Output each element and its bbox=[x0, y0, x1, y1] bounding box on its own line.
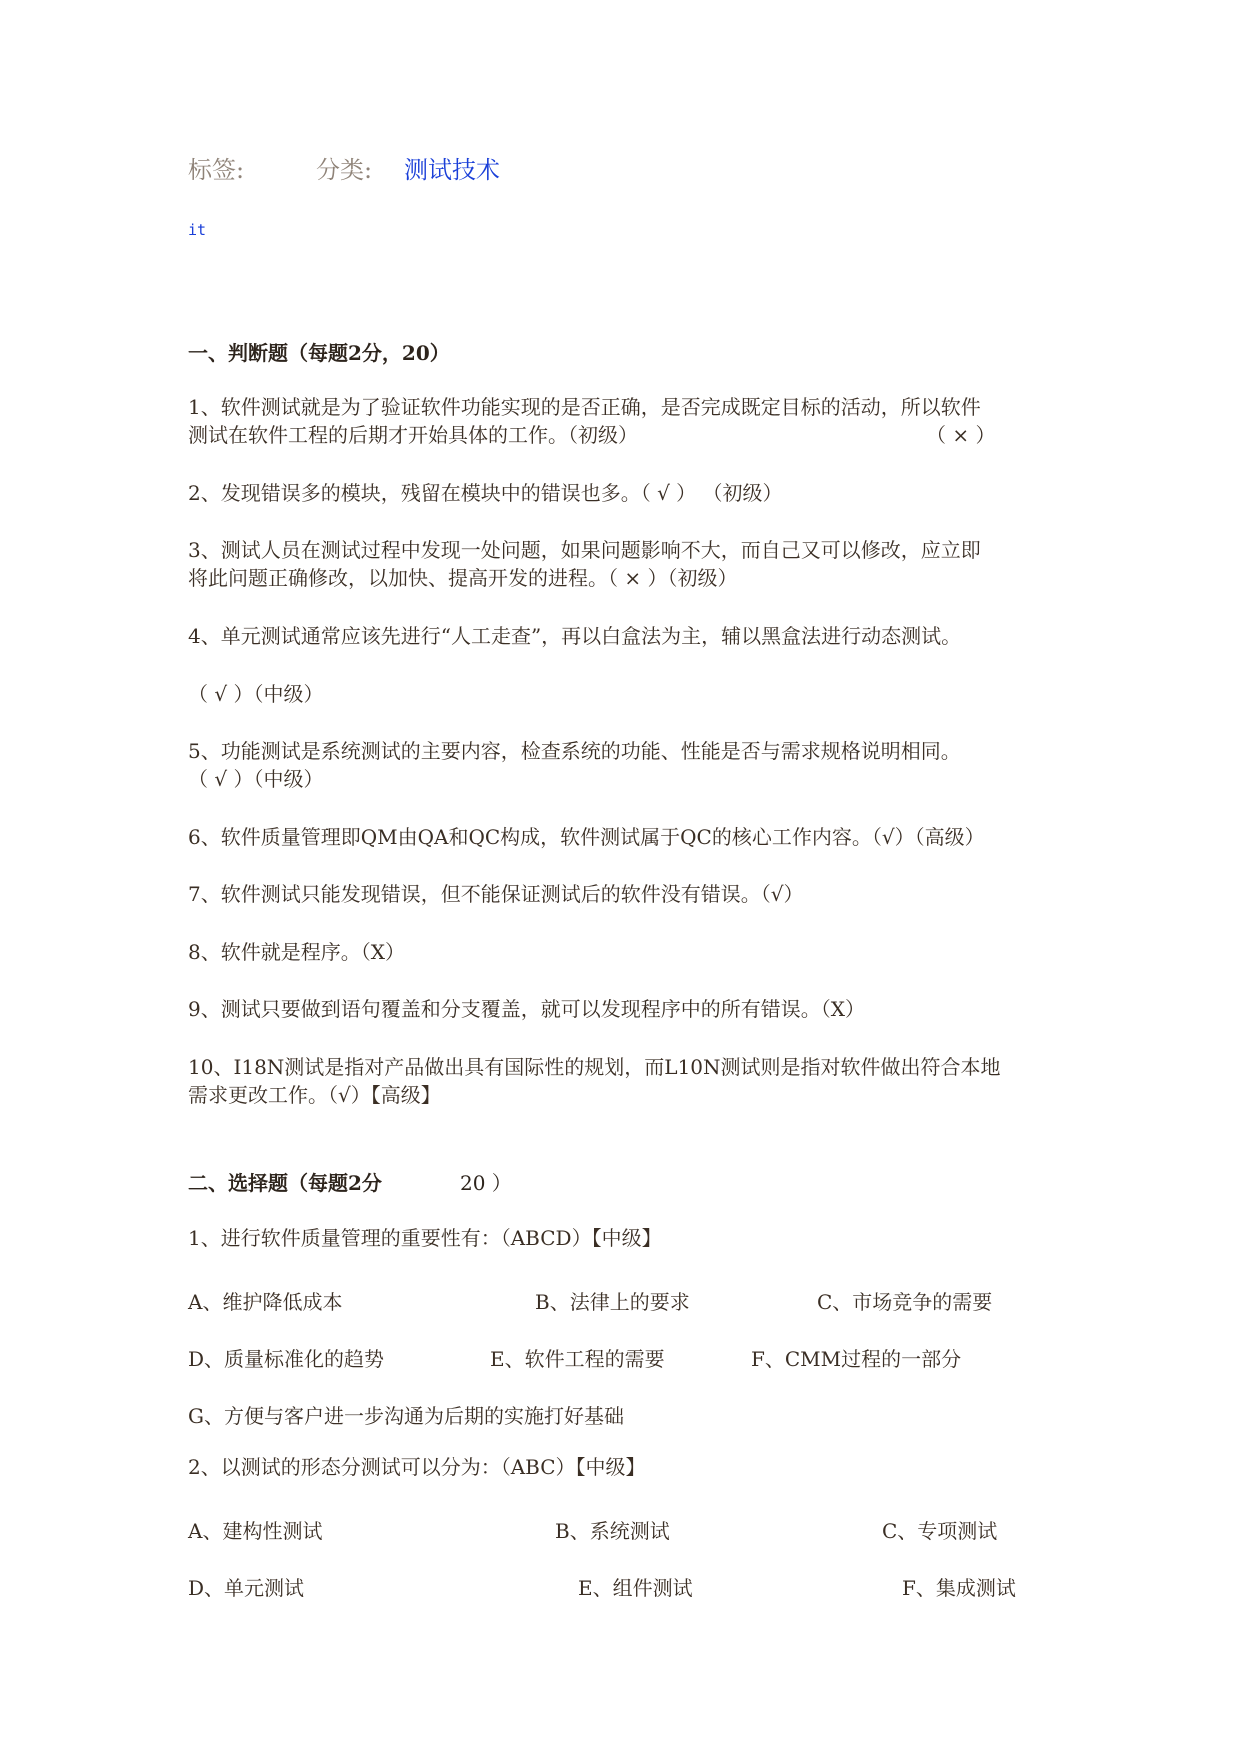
choice-option: D、单元测试 bbox=[188, 1576, 305, 1600]
section-heading-score: 20 ） bbox=[460, 1171, 512, 1195]
document-meta bbox=[188, 150, 500, 185]
choice-option: E、软件工程的需要 bbox=[490, 1347, 665, 1371]
question-10-line-2: 需求更改工作。（√）【高级】 bbox=[188, 1083, 441, 1107]
it-link[interactable]: it bbox=[188, 221, 207, 239]
choice-option: G、方便与客户进一步沟通为后期的实施打好基础 bbox=[188, 1404, 624, 1428]
choice-option: B、法律上的要求 bbox=[535, 1290, 690, 1314]
choice-option: F、集成测试 bbox=[902, 1576, 1016, 1600]
question-5-line-2: （ √ ）（中级） bbox=[188, 767, 324, 791]
choice-question-1: 1、进行软件质量管理的重要性有：（ABCD）【中级】 bbox=[188, 1226, 662, 1250]
section-heading-true-false: 一、判断题（每题2分，20） bbox=[188, 341, 450, 365]
choice-option: F、CMM过程的一部分 bbox=[751, 1347, 962, 1371]
choice-option: A、建构性测试 bbox=[188, 1519, 323, 1543]
question-5-line-1: 5、功能测试是系统测试的主要内容，检查系统的功能、性能是否与需求规格说明相同。 bbox=[188, 739, 961, 763]
question-1-answer: （ × ） bbox=[926, 423, 996, 447]
tags-label: 标签: bbox=[188, 156, 245, 184]
choice-question-2: 2、以测试的形态分测试可以分为：（ABC）【中级】 bbox=[188, 1455, 646, 1479]
choice-option: D、质量标准化的趋势 bbox=[188, 1347, 385, 1371]
category-link[interactable]: 测试技术 bbox=[404, 156, 500, 184]
choice-option: C、市场竞争的需要 bbox=[817, 1290, 993, 1314]
question-3-line-1: 3、测试人员在测试过程中发现一处问题，如果问题影响不大，而自己又可以修改，应立即 bbox=[188, 538, 981, 562]
choice-option: A、维护降低成本 bbox=[188, 1290, 343, 1314]
section-heading-multiple-choice: 二、选择题（每题2分 bbox=[188, 1171, 382, 1195]
choice-option: C、专项测试 bbox=[882, 1519, 998, 1543]
question-6: 6、软件质量管理即QM由QA和QC构成，软件测试属于QC的核心工作内容。（√）（高级） bbox=[188, 825, 985, 849]
question-7: 7、软件测试只能发现错误，但不能保证测试后的软件没有错误。（√） bbox=[188, 882, 804, 906]
question-1-line-1: 1、软件测试就是为了验证软件功能实现的是否正确，是否完成既定目标的活动，所以软件 bbox=[188, 395, 981, 419]
question-4-line-1: 4、单元测试通常应该先进行“人工走查”，再以白盒法为主，辅以黑盒法进行动态测试。 bbox=[188, 624, 962, 648]
choice-option: E、组件测试 bbox=[578, 1576, 693, 1600]
question-1-line-2: 测试在软件工程的后期才开始具体的工作。（初级） bbox=[188, 423, 638, 447]
question-3-line-2: 将此问题正确修改，以加快、提高开发的进程。（ × ）（初级） bbox=[188, 566, 738, 590]
choice-option: B、系统测试 bbox=[555, 1519, 670, 1543]
question-2: 2、发现错误多的模块，残留在模块中的错误也多。（ √ ） （初级） bbox=[188, 481, 783, 505]
question-4-line-2: （ √ ）（中级） bbox=[188, 682, 324, 706]
question-10-line-1: 10、I18N测试是指对产品做出具有国际性的规划，而L10N测试则是指对软件做出符合本地 bbox=[188, 1055, 1001, 1079]
question-9: 9、测试只要做到语句覆盖和分支覆盖，就可以发现程序中的所有错误。（X） bbox=[188, 997, 865, 1021]
question-8: 8、软件就是程序。（X） bbox=[188, 940, 405, 964]
category-label: 分类: bbox=[316, 156, 373, 184]
